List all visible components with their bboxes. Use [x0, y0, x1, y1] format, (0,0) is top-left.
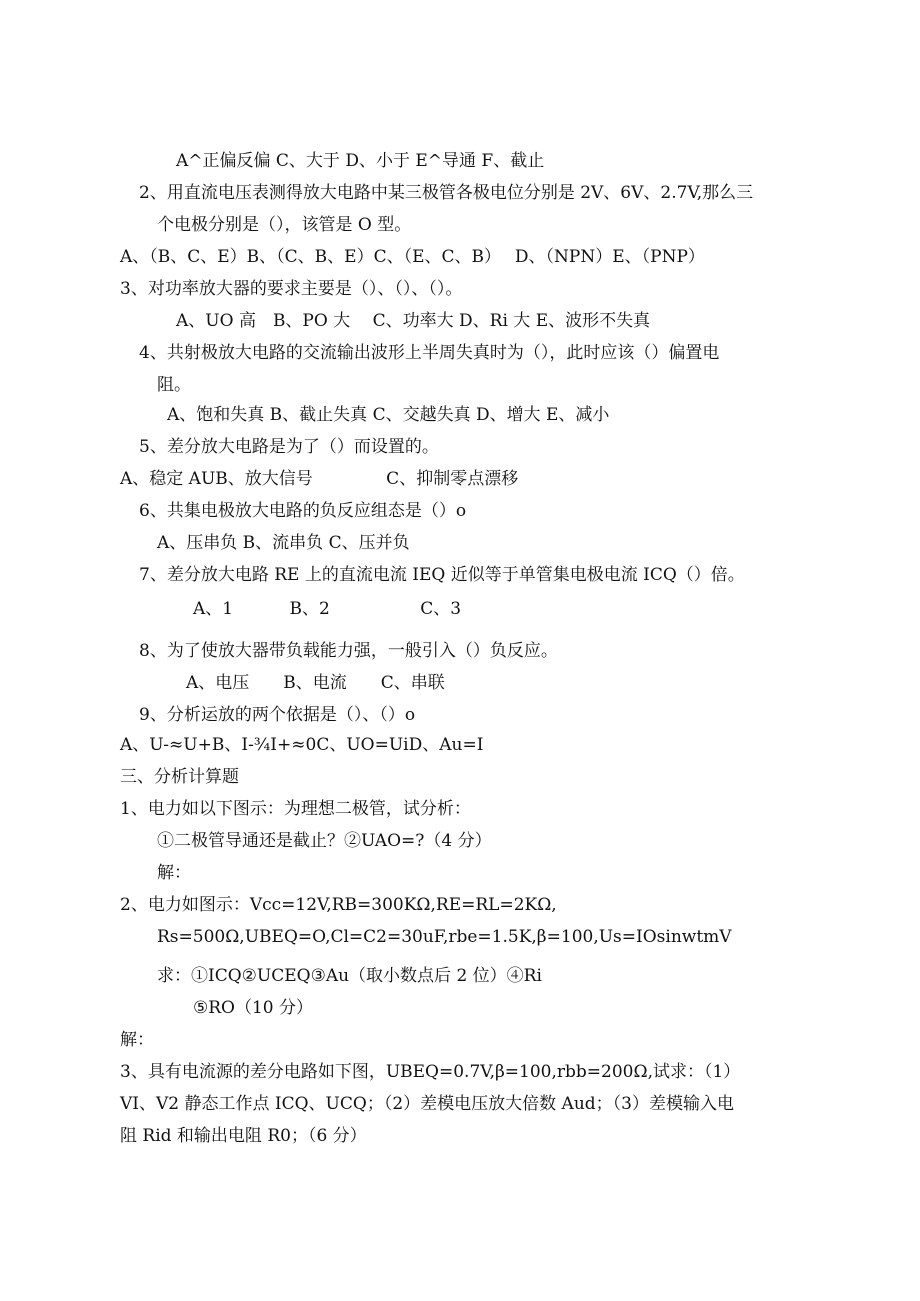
- q1-options-line: A^正偏反偏 C、大于 D、小于 E^导通 F、截止: [176, 151, 545, 171]
- calc3-question-line-1: 3、具有电流源的差分电路如下图，UBEQ=0.7V,β=100,rbb=200Ω,试求：（1）: [120, 1062, 741, 1082]
- q5-options-line: A、稳定 AUB、放大信号 C、抑制零点漂移: [120, 469, 519, 489]
- q4-question-line-1: 4、共射极放大电路的交流输出波形上半周失真时为（），此时应该（）偏置电: [139, 343, 720, 363]
- q8-options-line: A、电压 B、电流 C、串联: [186, 673, 445, 693]
- q7-question-line: 7、差分放大电路 RE 上的直流电流 IEQ 近似等于单管集电极电流 ICQ（）倍。: [139, 565, 745, 585]
- q3-question-line: 3、对功率放大器的要求主要是（）、（）、（）。: [120, 279, 463, 299]
- q8-question-line: 8、为了使放大器带负载能力强，一般引入（）负反应。: [139, 641, 558, 661]
- q2-question-line-2: 个电极分别是（），该管是 O 型。: [157, 215, 412, 235]
- q6-options-line: A、压串负 B、流串负 C、压并负: [157, 533, 410, 553]
- q4-options-line: A、饱和失真 B、截止失真 C、交越失真 D、增大 E、减小: [167, 405, 610, 425]
- calc2-question-line-4: ⑤RO（10 分）: [193, 998, 314, 1018]
- q2-question-line-1: 2、用直流电压表测得放大电路中某三极管各极电位分别是 2V、6V、2.7V,那么三: [139, 183, 754, 203]
- q2-options-line: A、（B、C、E）B、（C、B、E）C、（E、C、B） D、（NPN）E、（PNP）: [120, 247, 705, 267]
- calc3-question-line-3: 阻 Rid 和输出电阻 R0；（6 分）: [120, 1126, 367, 1146]
- calc1-answer-label: 解：: [157, 863, 191, 883]
- q9-options-line: A、U-≈U+B、I-¾I+≈0C、UO=UiD、Au=I: [120, 735, 484, 755]
- q7-options-line: A、1 B、2 C、3: [193, 599, 462, 619]
- calc1-question-line-1: 1、电力如以下图示：为理想二极管，试分析：: [120, 799, 471, 819]
- q3-options-line: A、UO 高 B、PO 大 C、功率大 D、Ri 大 E、波形不失真: [176, 311, 651, 331]
- calc2-question-line-3: 求：①ICQ②UCEQ③Au（取小数点后 2 位）④Ri: [157, 966, 542, 986]
- section-heading: 三、分析计算题: [120, 767, 239, 787]
- calc1-question-line-2: ①二极管导通还是截止？②UAO=?（4 分）: [157, 831, 492, 851]
- q5-question-line: 5、差分放大电路是为了（）而设置的。: [139, 437, 439, 457]
- q6-question-line: 6、共集电极放大电路的负反应组态是（）o: [139, 501, 467, 521]
- q4-question-line-2: 阻。: [157, 375, 191, 395]
- q9-question-line: 9、分析运放的两个依据是（）、（）o: [139, 705, 416, 725]
- calc2-question-line-2: Rs=500Ω,UBEQ=O,Cl=C2=30uF,rbe=1.5K,β=100,Us=IOsinwtmV: [157, 927, 732, 947]
- calc3-question-line-2: VI、V2 静态工作点 ICQ、UCQ；（2）差模电压放大倍数 Aud；（3）差模输入电: [120, 1094, 734, 1114]
- calc2-answer-label: 解：: [120, 1030, 154, 1050]
- calc2-question-line-1: 2、电力如图示：Vcc=12V,RB=300KΩ,RE=RL=2KΩ,: [120, 895, 557, 915]
